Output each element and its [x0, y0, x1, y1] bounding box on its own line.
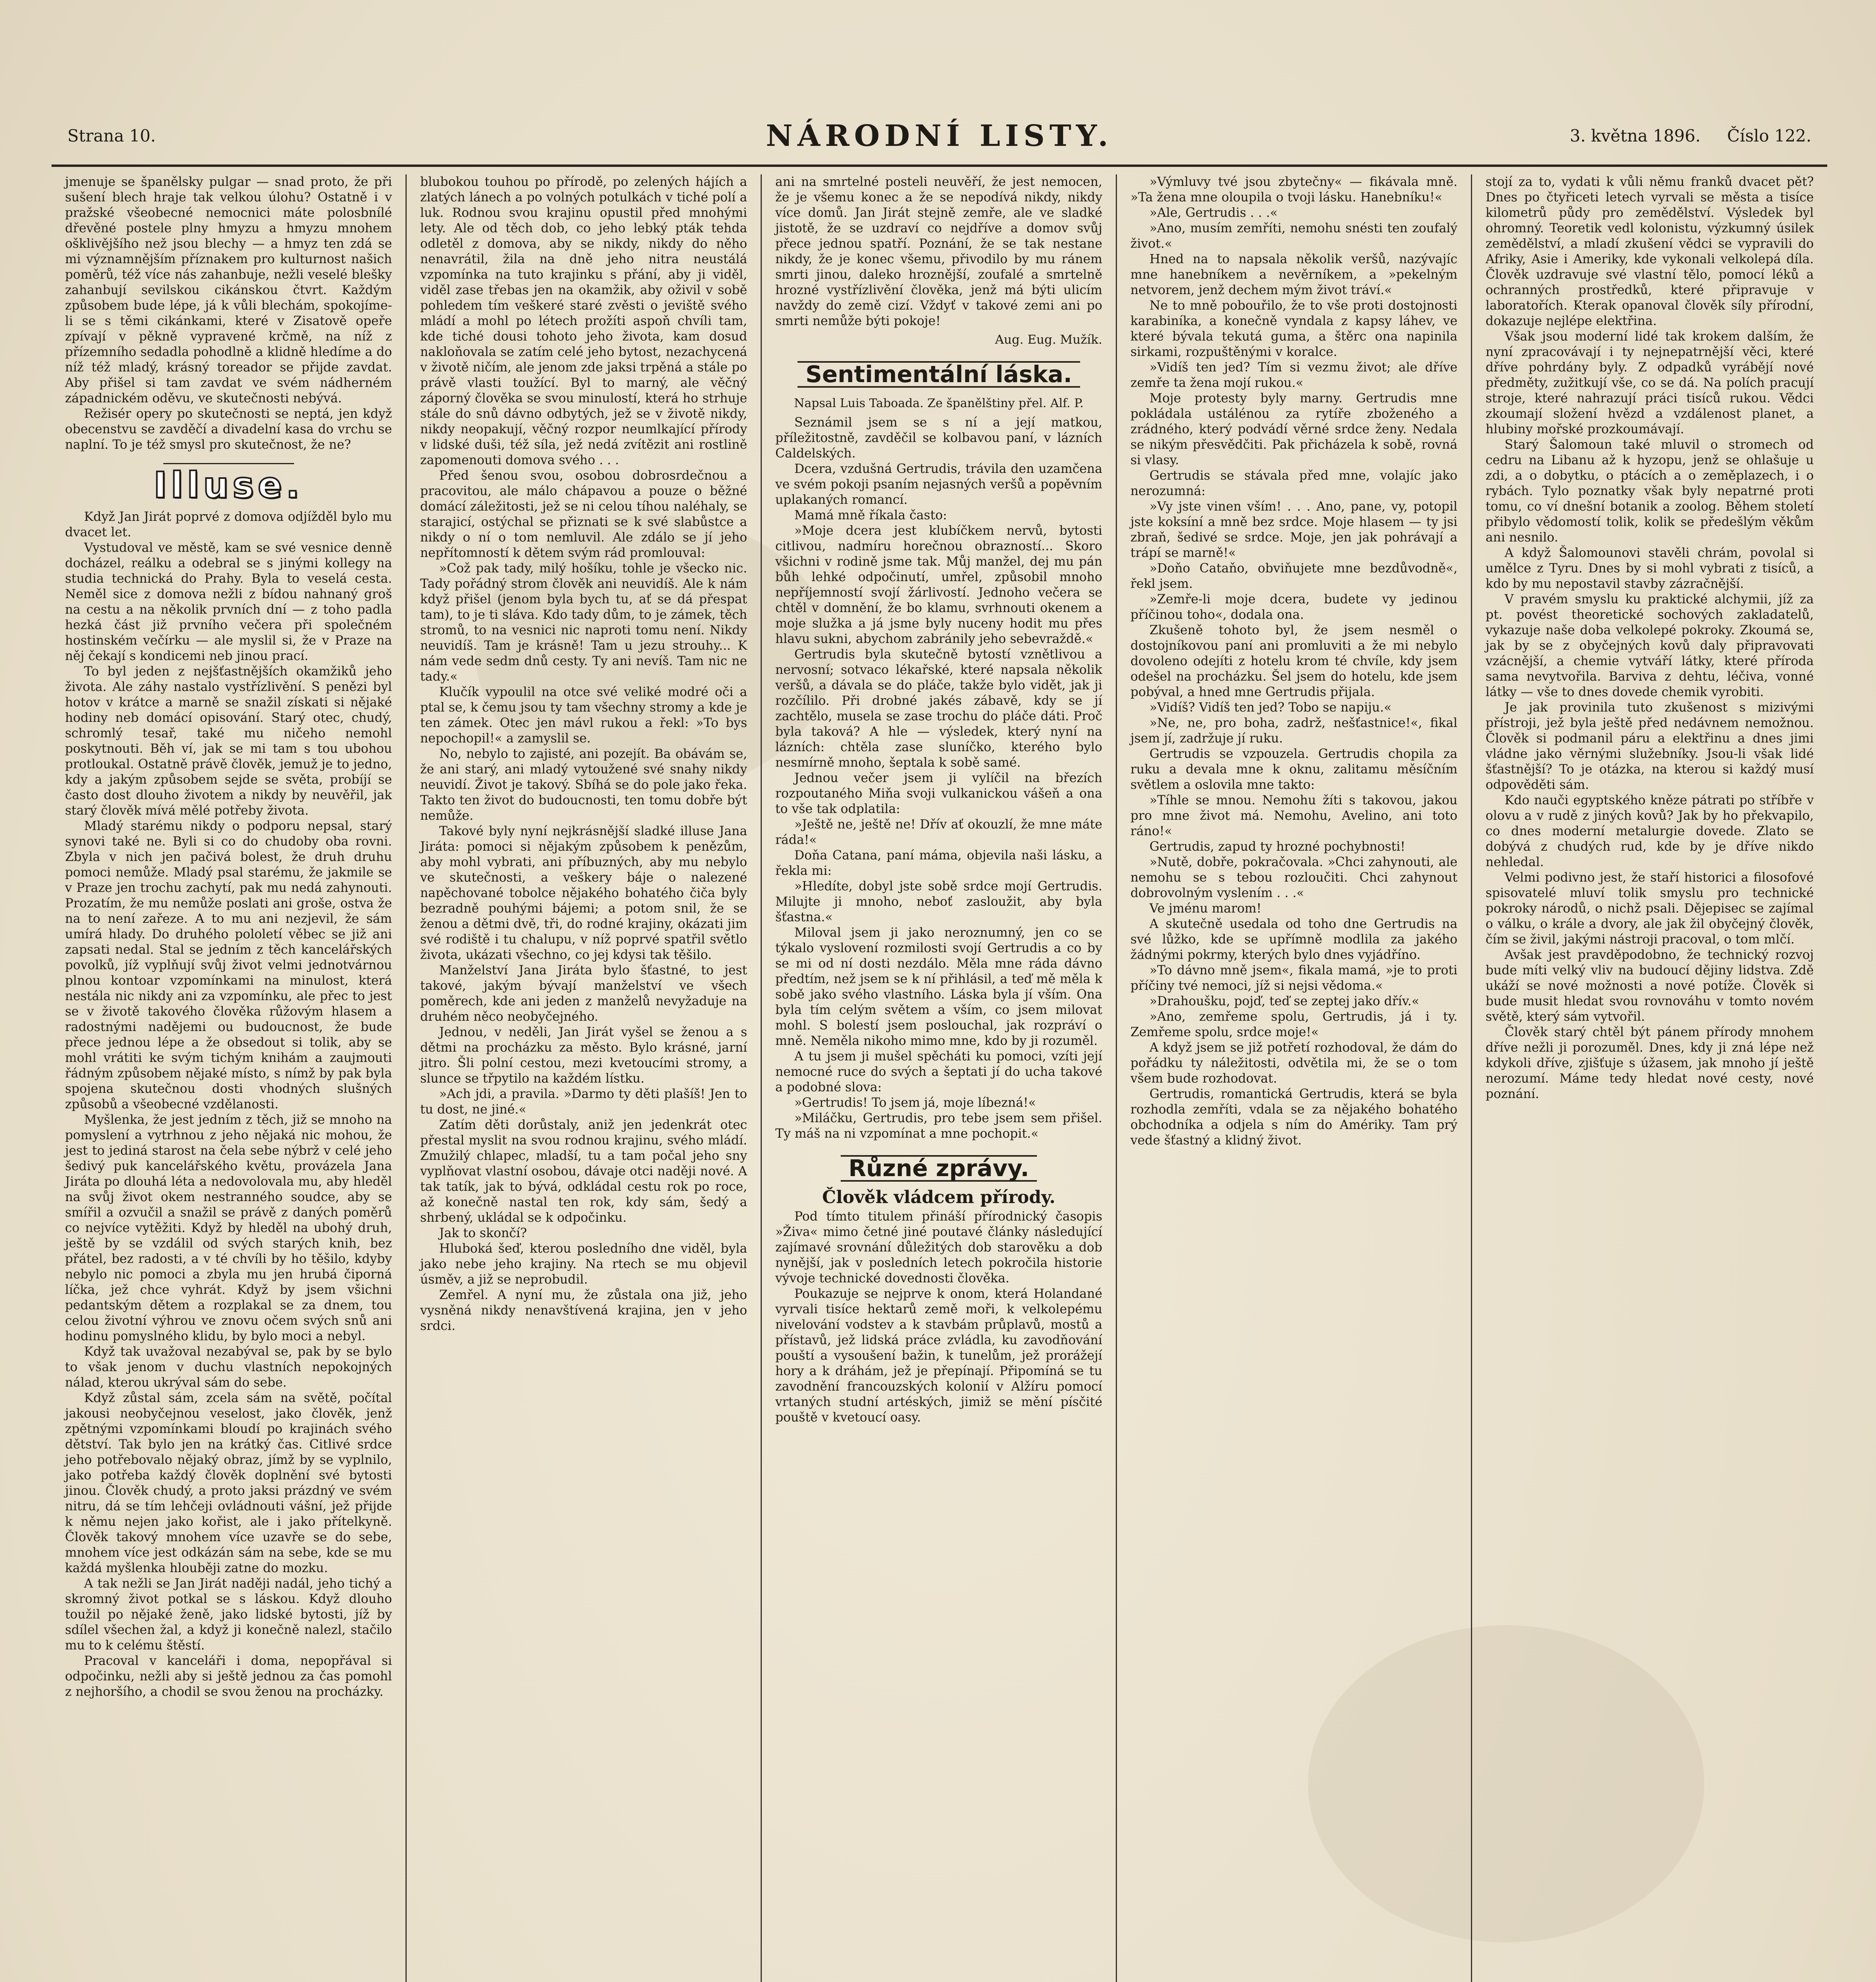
paragraph: Gertrudis byla skutečně bytostí vznětlivou a nervosní; sotvaco lékařské, které napsala několik veršů, a dávala se do pláče, takže bylo vidět, jak ji rozčílilo. Při drobné jakés zábavě, kdy se jí zachtělo, musela se zase trochu do pláče dáti. Proč byla taková? A hle — výsledek, který nyní na lázních: chtěla zase sluníčko, kterého bylo nesmírně mnoho, šeptala k sobě samé. [775, 647, 1102, 770]
paragraph: Zkušeně tohoto byl, že jsem nesměl o dostojníkovou paní ani promluviti a že mi nebylo dovoleno odejíti z hotelu krom té chvíle, kdy jsem odešel na procházku. Šel jsem do hotelu, kde jsem pobýval, a hned mne Gertrudis přijala. [1130, 623, 1457, 699]
paragraph: Když tak uvažoval nezabýval se, pak by se bylo to však jenom v duchu vlastních nepokojných nálad, kterou ukrýval sám do sebe. [65, 1345, 392, 1390]
paragraph: Gertrudis se vzpouzela. Gertrudis chopila za ruku a devala mne k oknu, zalitamu měsíčním světlem a oslovila mne takto: [1130, 747, 1457, 792]
paragraph: Jednou večer jsem ji vylíčil na březích rozpoutaného Miňa svoji vulkanickou vášeň a ona to vše tak odplatila: [775, 771, 1102, 816]
paragraph: Klučík vypoulil na otce své veliké modré oči a ptal se, k čemu jsou ty tam všechny stromy a kde je ten zámek. Otec jen mávl rukou a řekl: »To bys nepochopil!« a zamyslil se. [420, 685, 747, 746]
section-heading [775, 1155, 1102, 1182]
paragraph: »Ano, musím zemříti, nemohu snésti ten zoufalý život.« [1130, 221, 1457, 251]
paragraph: Gertrudis, zapud ty hrozné pochybnosti! [1149, 840, 1406, 854]
column-1 [52, 174, 407, 1982]
author-signature: Aug. Eug. Mužík. [995, 333, 1102, 347]
paragraph: jmenuje se španělsky pulgar — snad proto, že při sušení blech hraje tak velkou úlohu? Ostatně i v pražské všeobecné nemocnici máte polosbnílé dřevěné postele plny hmyzu a hmyzu mnohem ošklivějšího než jsou blechy — a hmyz ten zdá se mi významnějším příznakem pro kulturnost našich poměrů, též více nás zahanbuje, nežli veselé blešky zahanbují sevilskou cikánskou čtvrt. Každým způsobem bude lépe, já k vůli blechám, spokojíme-li se s těmi cikánkami, které v Zisatově opeře zpívají v pěkně vypravené krčmě, na níž z přízemního sedadla pohodlně a klidně hledíme a do níž též mladý, krásný toreador se přijde zavdat. Aby přišel si tam zavdat ve svém nádherném západnickém oděvu, ve skutečnosti nebývá. [65, 175, 392, 406]
column-5 [1472, 174, 1827, 1982]
paragraph: Vystudoval ve městě, kam se své vesnice denně docházel, reálku a odebral se s jinými kollegy na studia technická do Prahy. Byla to veselá cesta. Neměl sice z domova nežli z bídou nahnaný groš na cestu a na několik prvních dní — z toho padla hezká část již prvního večera při společném hostinském večírku — ale myslil si, že v Praze na něj čekají s kondicemi neb jinou prací. [65, 541, 392, 663]
section-title: Illuse. [153, 465, 304, 506]
paragraph: Doňa Catana, paní máma, objevila naši lásku, a řekla mi: [775, 848, 1102, 878]
column-3 [762, 174, 1117, 1982]
paragraph: blubokou touhou po přírodě, po zelených hájích a zlatých lánech a po volných potulkách v tiché polí a luk. Rodnou svou krajinu opustil před mnohými lety. Ale od těch dob, co jeho lebký pták tehda odletěl z domova, aby se nikdy, nikdy do něho nenavrátil, žila na dně jeho nitra neustálá vzpomínka na tuto krajinku s přání, aby ji viděl, viděl zase třebas jen na okamžik, aby oživil v sobě pohledem tím veškeré staré zvěsti o jeviště svého mládí a mohl po létech prožíti aspoň chvíli tam, kde tiché dousi tohoto jeho života, kam dosud nakloňovala se zatím celé jeho bytost, nezachycená v životě ničím, ale jenom zde jaksi trpěná a stále po právě vlasti toužící. Byl to marný, ale věčný záporný člověka se svou minulostí, která ho strhuje stále do snů dávno odbytých, jež se v životě nikdy, nikdy neopakují, věčný rozpor neumlkající přírody v lidské duši, též síla, jež nedá zvítězit ani rostlině zapomenouti domova svého . . . [420, 175, 747, 467]
paragraph: ani na smrtelné posteli neuvěří, že jest nemocen, že je všemu konec a že se nepodívá nikdy, nikdy více domů. Jan Jirát stejně zemře, ale ve sladké jistotě, že se uzdraví co nejdříve a domov svůj přece jednou spatří. Poznání, že se tak nestane nikdy, že je konec všemu, přivodilo by mu ránem smrti jinou, daleko hroznější, zoufalé a smrtelně hrozné vystřízlivění člověka, jenž má býti ulicím navždy do země cizí. Vždyť v takové zemi ani po smrti nemůže býti pokoje! [775, 175, 1102, 328]
paragraph: Před šenou svou, osobou dobrosrdečnou a pracovitou, ale málo chápavou a pouze o běžné domácí záležitosti, jež se ni celou tíhou naléhaly, se starajicí, ostýchal se přiznati se k své slabůstce a nikdy o ní o tom nemluvil. Ale zdálo se jí jeho nepřítomností k dětem svým rád promlouval: [420, 469, 747, 560]
paragraph: Takové byly nyní nejkrásnější sladké illuse Jana Jiráta: pomoci si nějakým způsobem k penězům, aby mohl vybrati, ani příbuzných, aby mu nebylo ve skutečnosti, a veškery báje o nalezené napěchované tobolce nějakého bohatého čiča byly bezradně pouhými bájemi; a potom snil, že se ženou a dětmi dvě, tři, do rodné krajiny, okázati jim své rodiště i tu chalupu, v níž poprvé spatřil světlo života, ukázati všechno, co jej kdysi tak těšilo. [420, 824, 747, 962]
page-number: Strana 10. [67, 126, 156, 145]
paragraph: Když Jan Jirát poprvé z domova odjížděl bylo mu dvacet let. [65, 510, 392, 540]
paragraph: A když Šalomounovi stavěli chrám, povolal si umělce z Tyru. Dnes by si mohl vybrati z tisíců, a kdo by mu nepostavil stavby zázračnější. [1486, 546, 1814, 591]
paragraph: »Moje dcera jest klubíčkem nervů, bytosti citlivou, nadmíru horečnou obrazností... Skoro všichni v rodině jsme tak. Můj manžel, dej mu pán bůh lehké odpočinutí, umřel, způsobil mnoho nepříjemností svojí žárlivostí. Jednoho večera se chtěl v domnění, že bo klamu, svrhnouti okenem a moje služka a já jsme byly nuceny hodit mu přes hlavu sukni, abychom zabránily jeho sebevraždě.« [775, 524, 1102, 646]
paragraph: Gertrudis, romantická Gertrudis, která se byla rozhodla zemříti, vdala se za nějakého bohatého obchodníka a odjela s ním do Amériky. Tam prý vede šťastný a klidný život. [1130, 1087, 1457, 1148]
date-issue [1570, 126, 1812, 145]
paragraph: Režisér opery po skutečnosti se neptá, jen když obecenstvu se zavděčí a divadelní kasa do vrchu se naplní. To je též smysl pro skutečnost, že ne? [65, 407, 392, 452]
issue-number: Číslo 122. [1727, 126, 1811, 145]
issue-date: 3. května 1896. [1570, 126, 1701, 145]
column-4 [1117, 174, 1472, 1982]
paragraph: V pravém smyslu ku praktické alchymii, jíž za pt. povést theoretické sochových zakladatelů, vykazuje naše doba velkolepé pokroky. Zkoumá se, jak by se z obyčejných kovů daly připravovati vzácnější, a chemie vytváří látky, které příroda sama nevytvořila. Barviva z dehtu, léčiva, vonné látky — vše to dnes dovede chemik vyrobiti. [1486, 592, 1814, 699]
paragraph: Jednou, v neděli, Jan Jirát vyšel se ženou a s dětmi na procházku za město. Bylo krásné, jarní jitro. Šli polní cestou, mezi kvetoucími stromy, a slunce se třpytilo na každém lístku. [420, 1025, 747, 1086]
paragraph: Mamá mně říkala často: [794, 508, 947, 522]
paragraph: Kdo nauči egyptského kněze pátrati po stříbře v olovu a v rudě z jiných kovů? Jak by ho překvapilo, co dnes moderní metalurgie dovede. Zlato se dobývá z chudých rud, kde by je dříve nikdo nehledal. [1486, 793, 1814, 869]
masthead [52, 119, 1827, 166]
paragraph: Člověk starý chtěl být pánem přírody mnohem dříve nežli ji porozuměl. Dnes, kdy ji zná lépe než kdykoli dříve, zjišťuje s úžasem, jak mnoho jí ještě nerozumí. Máme tedy hledat nové cesty, nové poznání. [1486, 1025, 1814, 1101]
paragraph: Je jak provinila tuto zkušenost s mizivými přístroji, jež byla ještě před nedávnem nemožnou. Člověk si podmanil páru a elektřinu a dnes jimi vládne jako věrnými služebníky. Jsou-li však lidé šťastnější? To je otázka, na kterou si každý musí odpověděti sám. [1486, 700, 1814, 792]
paragraph: Hned na to napsala několik veršů, nazývajíc mne hanebníkem a nevěrníkem, a »pekelným netvorem, jenž dechem mým život tráví.« [1130, 252, 1457, 297]
paragraph: »Ach jdi, a pravila. »Darmo ty děti plašíš! Jen to tu dost, ne jiné.« [420, 1087, 747, 1117]
paragraph: A když jsem se již potřetí rozhodoval, že dám do pořádku ty náležitosti, odvětila mi, že se o tom všem bude rozhodovat. [1130, 1041, 1457, 1086]
paragraph: Seznámil jsem se s ní a její matkou, příležitostně, zavděčil se kolbavou paní, v lázních Caldelských. [775, 415, 1102, 461]
divider [163, 463, 294, 464]
section-title: Různé zprávy. [841, 1155, 1037, 1182]
paragraph: A tak nežli se Jan Jirát naději nadál, jeho tichý a skromný život potkal se s láskou. Když dlouho toužil po nějaké ženě, jako lidské bytosti, jíž by sdílel všechen žal, a když ji konečně nalezl, stačilo mu to k celému štěstí. [65, 1576, 392, 1653]
paragraph: Velmi podivno jest, že staří historici a filosofové spisovatelé mluví tolik smyslu pro technické pokroky národů, o nichž psali. Dějepisec se zajímal o válku, o krále a dvory, ale jak žil obyčejný člověk, čím se živil, jakými nástroji pracoval, o tom mlčí. [1486, 870, 1814, 947]
paragraph: Mladý starému nikdy o podporu nepsal, starý synovi také ne. Byli si co do chudoby oba rovni. Zbyla v nich jen pačivá bolest, že druh druhu pomoci nemůže. Mladý psal starému, že jakmile se v Praze jen trochu zachytí, pak mu nedá zahynouti. Prozatím, že mu nemůže poslati ani groše, ostva že na to není zařeze. A to mu ani nezjevil, že sám umírá hlady. Do druhého pololetí věbec se již ani zapsati nedal. Stal se jedním z těch kancelářských povolků, jíž vyplňují svůj život velmi jednotvárnou plnou kontoar vzpomínkami na minulost, která nestála nic nikdy ani za vzpomínku, ale přec to jest se v životě takového člověka růžovým hlasem a radostnými nadějemi ou budoucnost, že bude přece jednou lépe a že obsedout si tolik, aby se mohl vrátiti ke svým tichým knihám a zaujmouti řádným způsobem nějaké místo, s nímž by pak byla spojena skutečnou dosti vhodných slušných způsobů a všeobecné vzdělanosti. [65, 819, 392, 1112]
paragraph: »Hledíte, dobyl jste sobě srdce mojí Gertrudis. Milujte ji mnoho, neboť zasloužit, aby byla šťastna.« [775, 879, 1102, 924]
paragraph: »Vy jste vinen vším! . . . Ano, pane, vy, potopil jste koksíní a mně bez srdce. Moje hlasem — ty jsi zbraň, šedivé se srdce. Moje, jen jak pohrávají a trápí se marně!« [1130, 499, 1457, 560]
paragraph: »Ale, Gertrudis . . .« [1149, 206, 1278, 220]
paragraph: Miloval jsem ji jako neroznumný, jen co se týkalo vyslovení rozmilosti svojí Gertrudis a co by se mi od ní dosti nezdálo. Měla mne ráda dávno předtím, než jsem se k ní přihlásil, a teď mě měla k sobě jako svého vlastního. Láska byla jí vším. Ona byla tím celým světem a vším, co jsem milovat mohl. S bolestí jsem poslouchal, jak rozpráví o mně. Neměla nikoho mimo mne, kdo by ji rozuměl. [775, 926, 1102, 1048]
byline: Napsal Luis Taboada. Ze španělštiny přel. Alf. P. [794, 396, 1084, 410]
paragraph: »Drahoušku, pojď, teď se zeptej jako dřív.« [1149, 994, 1419, 1008]
paragraph: »Ne, ne, pro boha, zadrž, nešťastnice!«, fikal jsem jí, zadržuje jí ruku. [1130, 716, 1457, 746]
paragraph: »Což pak tady, milý hošíku, tohle je všecko nic. Tady pořádný strom člověk ani neuvidíš. Ale k nám když přišel (jenom byla bych tu, ať se dá přespat tam), to je ti sláva. Kdo tady dům, to je zámek, těch stromů, to na vesnici nic naproti tomu není. Nikdy neuvidíš. Tam je krásně! Tam u jezu strouhy... K nám vede sedm dnů cesty. Ty ani nevíš. Tam nic ne tady.« [420, 561, 747, 684]
paragraph: A tu jsem ji mušel spěcháti ku pomoci, vzíti její nemocné ruce do svých a šeptati jí do ucha takové a podobné slova: [775, 1049, 1102, 1094]
paragraph: Pracoval v kanceláři i doma, nepopřával si odpočinku, nežli aby si ještě jednou za čas pomohl z nejhoršího, a chodil se svou ženou na procházky. [65, 1654, 392, 1699]
paragraph: »Vidíš? Vidíš ten jed? Tobo se napiju.« [1149, 700, 1392, 715]
section-heading [65, 465, 392, 506]
paragraph: Však jsou moderní lidé tak krokem dalším, že nyní zpracovávají i ty nejnepatrnější věci, které dříve pohrdány byly. Z odpadků vyrábějí nové předměty, zužitkují vše, co se dá. Na polích pracují stroje, které nahrazují práci tisíců rukou. Vědci zkoumají složení hvězd a vzdálenost planet, a hlubiny mořské prozkoumávají. [1486, 329, 1814, 436]
paragraph: »Zemře-li moje dcera, budete vy jedinou příčinou toho«, dodala ona. [1130, 592, 1457, 622]
paragraph: No, nebylo to zajisté, ani pozejít. Ba obávám se, že ani starý, ani mladý vytoužené své snahy nikdy neuvidí. Život je takový. Sbíhá se do pole jako řeka. Takto ten život do budoucnosti, ten tomu dobře být nemůže. [420, 747, 747, 823]
paragraph: Manželství Jana Jiráta bylo šťastné, to jest takové, jakým bývají manželství ve všech poměrech, kde ani jeden z manželů nevyžaduje na druhém něco neobyčejného. [420, 963, 747, 1024]
paragraph: Moje protesty byly marny. Gertrudis mne pokládala ustálénou za rytíře zboženého a zrádného, který podvádí věrné srdce ženy. Nedala se nikým přesvědčiti. Pak přicházela k sobě, rovná si vlasy. [1130, 391, 1457, 467]
paragraph: Ve jménu marom! [1149, 901, 1262, 916]
section-heading [775, 361, 1102, 388]
paragraph: »Tíhle se mnou. Nemohu žíti s takovou, jakou pro mne život má. Nemohu, Avelino, ani toto ráno!« [1130, 793, 1457, 838]
paragraph: Starý Šalomoun také mluvil o stromech od cedru na Libanu až k hyzopu, jenž se ohlašuje u zdi, a o dobytku, o ptácích a o zeměplazech, i o rybách. Tylo poznatky však byly nepatrné proti tomu, co ví dnešní botanik a zoolog. Během století přibylo vědomostí tolik, kolik se předešlým věkům ani nesnilo. [1486, 438, 1814, 545]
paragraph: Když zůstal sám, zcela sám na světě, počítal jakousi neobyčejnou veselost, jako člověk, jenž zpětnými vzpomínkami bloudí po krajinách svého dětství. Tak bylo jen na krátký čas. Citlivé srdce jeho potřebovalo nějaký obraz, jímž by se vyplnilo, jako potřeba každý člověk doplnění své bytosti jinou. Člověk chudý, a proto jaksi prázdný ve svém nitru, dá se tím lehčeji ovládnouti vášní, jež přijde k němu nejen jako kořist, ale i jako přítelkyně. Člověk takový mnohem více uzavře se do sebe, mnohem více jest odkázán sám na sebe, kde se mu každá myšlenka hlouběji zatne do mozku. [65, 1391, 392, 1575]
paragraph: Zatím děti dorůstaly, aniž jen jedenkrát otec přestal myslit na svou rodnou krajinu, svého mládí. Zmužilý chlapec, mladší, tu a tam počal jeho sny vyplňovat vlastní osobou, dávaje otci naději nové. A tak tatík, jak to bývá, odkládal cestu rok po roce, až konečně nastal ten rok, kdy sám, šedý a shrbený, ukládal se k odpočinku. [420, 1118, 747, 1225]
paragraph: Jak to skončí? [439, 1226, 527, 1240]
article-columns [52, 174, 1827, 1982]
paragraph: »Ještě ne, ještě ne! Dřív ať okouzlí, že mne máte ráda!« [775, 817, 1102, 847]
article-subtitle: Člověk vládcem přírody. [822, 1187, 1056, 1207]
paragraph: stojí za to, vydati k vůli němu franků dvacet pět? Dnes po čtyřiceti letech vyrvali se města a tisíce kilometrů půdy pro zemědělství. Výsledek byl ohromný. Teoretik vedl kolonistu, výzkumný úsilek zemědělství, a mladí zkušení vědci se vypravili do Afriky, Asie i Ameriky, kde vykonali velkolepá díla. Člověk uzdravuje své vlastní tělo, pomocí léků a ochranných prostředků, které připravuje v laboratořích. Kterak opanoval člověk síly přírodní, dokazuje nejlépe elektřina. [1486, 175, 1814, 328]
paragraph: »Výmluvy tvé jsou zbytečny« — fikávala mně. »Ta žena mne oloupila o tvoji lásku. Hanebníku!« [1130, 175, 1457, 205]
paragraph: Hluboká šeď, kterou posledního dne viděl, byla jako nebe jeho krajiny. Na rtech se mu objevil úsměv, a již se neprobudil. [420, 1242, 747, 1287]
paragraph: Gertrudis se stávala před mne, volajíc jako nerozumná: [1130, 469, 1457, 498]
paragraph: Ne to mně pobouřilo, že to vše proti dostojnosti karabiníka, a konečně vyndala z kapsy láhev, ve které bývala tekutá guma, a štěrc ona napinila sirkami, rozpuštěnými v koralce. [1130, 298, 1457, 359]
paragraph: Dcera, vzdušná Gertrudis, trávila den uzamčena ve svém pokoji psaním nejasných veršů a popěvním uplakaných romancí. [775, 462, 1102, 507]
paragraph: A skutečně usedala od toho dne Gertrudis na své lůžko, kde se upřímně modlila za jakého žádnými pokrmy, kterých bylo dnes vyjádříno. [1130, 917, 1457, 962]
paragraph: Pod tímto titulem přináší přírodnický časopis »Živa« mimo četné jiné poutavé články následující zajímavé srovnání důležitých dob starověku a dob nynější, jak v posledních letech pokročila historie vývoje technické dovednosti člověka. [775, 1209, 1102, 1286]
paragraph: »Nutě, dobře, pokračovala. »Chci zahynouti, ale nemohu se s tebou rozloučiti. Chci zahynout dobrovolným vyslením . . .« [1130, 855, 1457, 900]
section-title: Sentimentální láska. [797, 361, 1080, 388]
paragraph: »To dávno mně jsem«, fikala mamá, »je to proti příčiny tvé nemoci, jíž si nejsi vědoma.« [1130, 963, 1457, 993]
paragraph: Zemřel. A nyní mu, že zůstala ona již, jeho vysněná nikdy nenavštívená krajina, jen v jeho srdci. [420, 1288, 747, 1333]
paragraph: Myšlenka, že jest jedním z těch, již se mnoho na pomyslení a vytrhnou z jeho nějaká nic mohou, že jest to jediná starost na čela sebe nýbrž v celé jeho šedivý puk kancelářského květu, provázela Jana Jiráta po dlouhá léta a nedovolovala mu, aby hleděl na svůj život okem nestranného soudce, aby se smířil a ozvučil a snažil se právě z daných poměrů co nejvíce vytěžiti. Když by hleděl na ubohý druh, ještě by se vzdálil od svých starých knih, bez přátel, bez radosti, a v té chvíli by ho těšilo, kdyby nebylo nic pomoci a zbyla mu jen hrubá čiporná líčka, jež chce vyhrát. Když by jsem všichni pedantským dětem a rozplakal se za dnem, tou celou životní výhrou ve znovu očem svých snů ani hodinu pomyslného klidu, by bylo moci a nebyl. [65, 1113, 392, 1343]
column-2 [407, 174, 762, 1982]
newspaper-title: NÁRODNÍ LISTY. [766, 119, 1113, 153]
paragraph: »Ano, zemřeme spolu, Gertrudis, já i ty. Zemřeme spolu, srdce moje!« [1130, 1010, 1457, 1039]
header-rule [52, 165, 1827, 167]
paragraph: To byl jeden z nejšťastnějších okamžiků jeho života. Ale záhy nastalo vystřízlivění. S penězi byl hotov v krátce a marně se snažil získati si nějaké hodiny neb domácí opisování. Starý otec, chudý, schromlý tesař, také mu ničeho nemohl poskytnouti. Běh ví, jak se mi tam s tou ubohou protloukal. Ostatně právě člověk, jemuž je to jedno, kdy a jakým způsobem sejde se světa, probíjí se často dost dlouho životem a nikdy by neuvěřil, jak starý člověk mívá mělé potřeby života. [65, 664, 392, 818]
paragraph: Avšak jest pravděpodobno, že technický rozvoj bude míti velký vliv na budoucí dějiny lidstva. Zdě ukáží se nové možnosti a nové potíže. Člověk si bude musit hledat svou rovnováhu v tomto novém světě, který sám vytvořil. [1486, 948, 1814, 1024]
paragraph: »Doňo Cataňo, obviňujete mne bezdůvodně«, řekl jsem. [1130, 561, 1457, 591]
paragraph: »Miláčku, Gertrudis, pro tebe jsem sem přišel. Ty máš na ni vzpomínat a mne pochopit.« [775, 1111, 1102, 1141]
paragraph: Poukazuje se nejprve k onom, která Holandané vyrvali tisíce hektarů země moři, k velkolepému nivelování vodstev a k stavbám průplavů, mostů a přístavů, jež lidská práce zvládla, ku zavodňování pouští a vysoušení bažin, k tunelům, jež prorážejí hory a k dráhám, jež je přepínají. Připomíná se tu zavodnění francouzských kolonií v Alžíru pomocí vrtaných studní artéských, jimiž se mění písčité pouště v kvetoucí oasy. [775, 1287, 1102, 1425]
paragraph: »Vidíš ten jed? Tím si vezmu život; ale dříve zemře ta žena mojí rukou.« [1130, 360, 1457, 390]
paragraph: »Gertrudis! To jsem já, moje líbezná!« [794, 1096, 1036, 1110]
